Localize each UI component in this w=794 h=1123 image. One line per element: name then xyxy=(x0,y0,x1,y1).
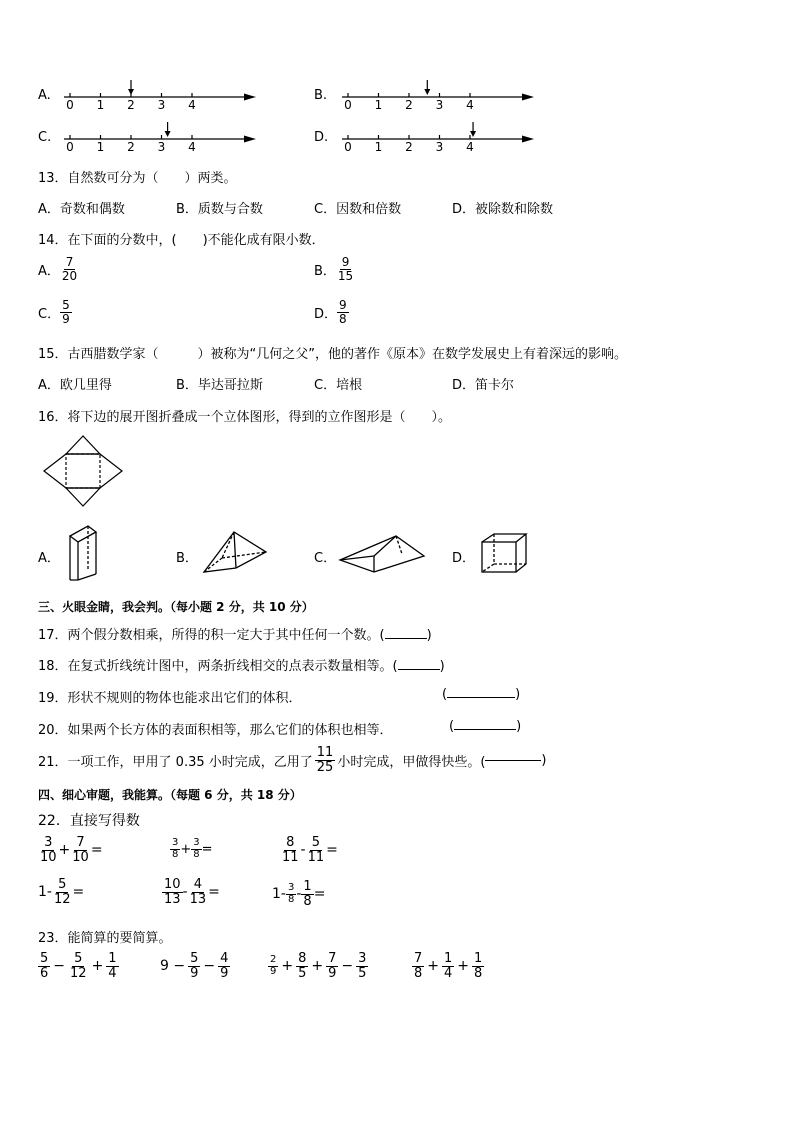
triangular-prism-icon xyxy=(64,522,104,584)
q19-answer: ( ) xyxy=(442,687,521,702)
q15-option-c: C．培根 xyxy=(314,378,363,393)
q22-title: 22．直接写得数 xyxy=(38,813,140,829)
q17: 17．两个假分数相乘，所得的积一定大于其中任何一个数。( ) xyxy=(38,628,432,643)
answer-blank[interactable] xyxy=(447,697,515,698)
tick-label: 4 xyxy=(188,98,196,112)
tick-label: 2 xyxy=(127,98,135,112)
cube-icon xyxy=(478,530,532,576)
numberline-d xyxy=(338,120,538,154)
q16-option-b-label: B． xyxy=(176,551,198,566)
q14-option-c: C． $\frac{5}{9}$ xyxy=(38,298,70,326)
q16-option-c-label: C． xyxy=(314,551,337,566)
tick-label: 2 xyxy=(405,140,413,154)
q15-option-d: D．笛卡尔 xyxy=(452,378,515,393)
q13-option-b: B．质数与合数 xyxy=(176,202,263,217)
tick-label: 0 xyxy=(66,98,74,112)
option-c-label: C. xyxy=(38,130,52,145)
option-d-label: D. xyxy=(314,130,329,145)
tick-label: 0 xyxy=(66,140,74,154)
answer-blank[interactable] xyxy=(385,638,427,639)
q22-expr-6: 1- $\frac{3}{8}$ - $\frac{1}{8}$ = xyxy=(272,879,326,909)
axis-arrowhead xyxy=(244,94,256,101)
q23-expr-2: 9 − $\frac{5}{9}$ − $\frac{4}{9}$ xyxy=(160,951,229,981)
q15-option-a: A．欧几里得 xyxy=(38,378,112,393)
q15-stem: 15．古西腊数学家（ ）被称为“几何之父”，他的著作《原本》在数学发展史上有着深远的影响。 xyxy=(38,347,628,362)
tick-label: 1 xyxy=(374,98,383,112)
axis-arrowhead xyxy=(522,94,534,101)
fraction: $\frac{9}{8}$ xyxy=(339,298,347,326)
q22-expr-1: $\frac{3}{10}$ + $\frac{7}{10}$ = xyxy=(40,835,103,865)
q14-option-d: D． $\frac{9}{8}$ xyxy=(314,298,347,326)
tick-label: 1 xyxy=(96,98,105,112)
q20-answer: ( ) xyxy=(449,719,522,734)
q23-expr-4: $\frac{7}{8}$ + $\frac{1}{4}$ + $\frac{1}{8}$ xyxy=(414,951,483,981)
q15-option-b: B．毕达哥拉斯 xyxy=(176,378,263,393)
tick-label: 0 xyxy=(344,98,352,112)
numberline-c xyxy=(60,120,260,154)
tick-label: 4 xyxy=(188,140,196,154)
tick-label: 3 xyxy=(435,140,444,154)
fraction: $\frac{7}{20}$ xyxy=(61,255,78,283)
q21: 21．一项工作，甲用了 0.35 小时完成，乙用了 $\frac{11}{25}$ 小时完成，甲做得快些。( ) xyxy=(38,745,547,775)
q13-option-a: A．奇数和偶数 xyxy=(38,202,125,217)
q13-option-c: C．因数和倍数 xyxy=(314,202,402,217)
q22-expr-3: $\frac{8}{11}$ - $\frac{5}{11}$ = xyxy=(282,835,338,865)
axis-arrowhead xyxy=(244,136,256,143)
q16-stem: 16．将下边的展开图折叠成一个立体图形，得到的立作图形是（ ）。 xyxy=(38,410,452,425)
q22-expr-2: $\frac{3}{8}$ + $\frac{3}{8}$ = xyxy=(172,837,213,860)
section3-title: 三、火眼金睛，我会判。（每小题 2 分，共 10 分） xyxy=(38,600,314,614)
q23-expr-1: $\frac{5}{6}$ − $\frac{5}{12}$ + $\frac{1}{4}$ xyxy=(40,951,117,981)
tick-label: 4 xyxy=(466,98,474,112)
q13-option-d: D．被除数和除数 xyxy=(452,202,554,217)
q13-stem: 13．自然数可分为（ ）两类。 xyxy=(38,171,237,186)
fraction: $\frac{11}{25}$ xyxy=(316,745,334,775)
tick-label: 3 xyxy=(157,140,166,154)
numberline-b xyxy=(338,78,538,112)
section4-title: 四、细心审题，我能算。（每题 6 分，共 18 分） xyxy=(38,788,302,802)
numberline-a xyxy=(60,78,260,112)
fraction: $\frac{9}{15}$ xyxy=(337,255,354,283)
tick-label: 4 xyxy=(466,140,474,154)
tick-label: 2 xyxy=(405,98,413,112)
axis-arrowhead xyxy=(522,136,534,143)
lying-prism-icon xyxy=(336,530,428,574)
pointer-arrowhead xyxy=(128,89,134,95)
q16-option-d-label: D． xyxy=(452,551,476,566)
pointer-arrowhead xyxy=(470,131,476,137)
q22-expr-4: 1- $\frac{5}{12}$ = xyxy=(38,877,85,907)
tick-label: 3 xyxy=(435,98,444,112)
q14-stem: 14．在下面的分数中，( )不能化成有限小数． xyxy=(38,233,325,248)
tick-label: 2 xyxy=(127,140,135,154)
pointer-arrowhead xyxy=(165,131,171,137)
q20: 20．如果两个长方体的表面积相等，那么它们的体积也相等． xyxy=(38,723,393,738)
pointer-arrowhead xyxy=(424,89,430,95)
tick-label: 0 xyxy=(344,140,352,154)
q22-expr-5: $\frac{10}{13}$ - $\frac{4}{13}$ = xyxy=(164,877,220,907)
q16-option-a-label: A． xyxy=(38,551,60,566)
q23-title: 23．能简算的要简算。 xyxy=(38,931,172,946)
answer-blank[interactable] xyxy=(398,669,440,670)
answer-blank[interactable] xyxy=(454,729,516,730)
pyramid-icon xyxy=(200,528,272,576)
q23-expr-3: $\frac{2}{9}$ + $\frac{8}{5}$ + $\frac{7}{9}$ − $\frac{3}{5}$ xyxy=(270,951,367,981)
answer-blank[interactable] xyxy=(485,760,541,761)
tick-label: 1 xyxy=(374,140,383,154)
q14-option-a: A． $\frac{7}{20}$ xyxy=(38,255,78,283)
q14-option-b: B． $\frac{9}{15}$ xyxy=(314,255,354,283)
fraction: $\frac{5}{9}$ xyxy=(62,298,70,326)
q18: 18．在复式折线统计图中，两条折线相交的点表示数量相等。( ) xyxy=(38,659,445,674)
tick-label: 3 xyxy=(157,98,166,112)
q19: 19．形状不规则的物体也能求出它们的体积． xyxy=(38,691,302,706)
tick-label: 1 xyxy=(96,140,105,154)
net-figure xyxy=(38,432,128,510)
option-a-label: A. xyxy=(38,88,51,103)
option-b-label: B. xyxy=(314,88,328,103)
